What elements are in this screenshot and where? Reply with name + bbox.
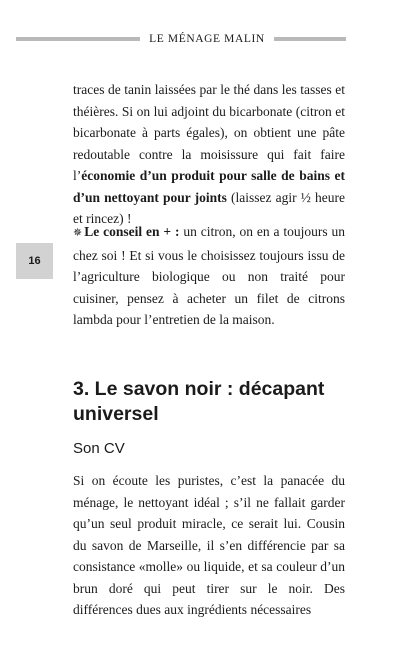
tip-text: un citron, on en a toujours un chez soi ! Et si vous le choisissez toujours issu de l’agriculture biologique ou non traité pour cuisiner, pensez à acheter un filet de citrons lambda pour l’entretien de la maison.: [73, 224, 345, 327]
section-heading: 3. Le savon noir : décapant universel: [73, 378, 325, 425]
tip-paragraph: [73, 221, 345, 331]
paragraph-continued: [73, 79, 345, 230]
header-rule-right: [274, 37, 346, 41]
page-number: 16: [28, 255, 41, 267]
page-number-tab: [16, 243, 53, 279]
paragraph-text-end: (laissez agir ½ heure et rincez) !: [73, 189, 345, 226]
lightbulb-icon: ✵: [73, 227, 83, 239]
book-title: LE MÉNAGE MALIN: [149, 33, 265, 45]
paragraph-text: traces de tanin laissées par le thé dans les tasses et théières. Si on lui adjoint du bicarbonate (citron et bicarbonate à parts égales), on obtient une pâte redoutable contre la moisissure qui fait faire l’: [73, 82, 345, 183]
subheading: Son CV: [73, 440, 125, 457]
tip-label: Le conseil en + :: [84, 224, 180, 239]
paragraph-bold-text: économie d’un produit pour salle de bains et d’un nettoyant pour joints: [73, 168, 345, 205]
header-rule-left: [16, 37, 140, 41]
body-paragraph: Si on écoute les puristes, c’est la panacée du ménage, le nettoyant idéal ; s’il ne fallait garder qu’un seul produit miracle, ce serait lui. Cousin du savon de Marseille, il s’en différencie par sa consistance «molle» ou liquide, et sa couleur d’un brun doré qui peut tirer sur le noir. Des différences dues aux ingrédients nécessaires: [73, 473, 345, 617]
running-header: [16, 32, 346, 46]
